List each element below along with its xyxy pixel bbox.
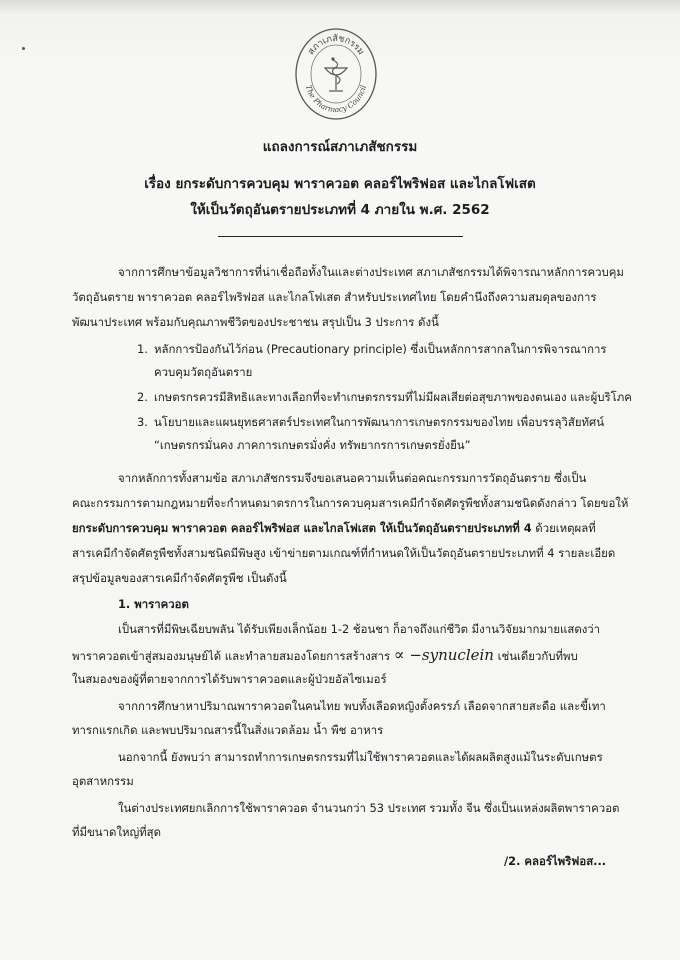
principle-1-line-1: หลักการป้องกันไว้ก่อน (Precautionary principle) ซึ่งเป็นหลักการสากลในการพิจารณาการ <box>154 342 607 356</box>
proposal-line-3-rest: ด้วยเหตุผลที่ <box>531 521 596 535</box>
synuclein-term: −synuclein <box>404 646 494 664</box>
principle-number: 2. <box>137 390 148 404</box>
principle-2-line-1: เกษตรกรควรมีสิทธิและทางเลือกที่จะทำเกษตรกรรมที่ไม่มีผลเสียต่อสุขภาพของตนเอง และผู้บริโภค <box>154 390 632 404</box>
statement-title: แถลงการณ์สภาเภสัชกรรม <box>262 139 418 155</box>
header-divider <box>218 236 463 237</box>
intro-line-3: พัฒนาประเทศ พร้อมกับคุณภาพชีวิตของประชาชน สรุปเป็น 3 ประการ ดังนี้ <box>72 315 439 329</box>
seal-bottom-text: The Pharmacy Council <box>303 83 369 115</box>
paraquat-para-4-line-1: ในต่างประเทศยกเลิกการใช้พาราควอต จำนวนกว่า 53 ประเทศ รวมทั้ง จีน ซึ่งเป็นแหล่งผลิตพาราควอต <box>118 801 620 815</box>
proposal-line-3 <box>72 520 596 537</box>
paraquat-para-2-line-1: จากการศึกษาหาปริมาณพาราควอตในคนไทย พบทั้งเลือดหญิงตั้งครรภ์ เลือดจากสายสะดือ และขี้เทา <box>118 699 606 713</box>
principle-3-line-1: นโยบายและแผนยุทธศาสตร์ประเทศในการพัฒนาการเกษตรกรรมของไทย เพื่อบรรลุวิสัยทัศน์ <box>154 415 605 429</box>
alpha-symbol: ∝ <box>393 645 405 664</box>
pharmacy-council-seal-icon <box>293 24 379 122</box>
seal-top-text: สภาเภสัชกรรม <box>306 33 366 58</box>
proposal-line-4: สารเคมีกำจัดศัตรูพืชทั้งสามชนิดมีพิษสูง เข้าข่ายตามเกณฑ์ที่กำหนดให้เป็นวัตถุอันตรายประเภทที่ 4 รายละเอียด <box>72 546 616 560</box>
paraquat-para-1-line-3: ในสมองของผู้ที่ตายจากการได้รับพาราควอตและผู้ป่วยอัลไซเมอร์ <box>72 672 387 686</box>
principle-1-line-2: ควบคุมวัตถุอันตราย <box>154 365 253 379</box>
paraquat-line-2-pre: พาราควอตเข้าสู่สมองมนุษย์ได้ และทำลายสมองโดยการสร้างสาร <box>72 649 394 663</box>
intro-line-1: จากการศึกษาข้อมูลวิชาการที่น่าเชื่อถือทั้งในและต่างประเทศ สภาเภสัชกรรมได้พิจารณาหลักการควบคุม <box>118 265 624 279</box>
proposal-emphasis: ยกระดับการควบคุม พาราควอต คลอร์ไพริฟอส และไกลโฟเสต ให้เป็นวัตถุอันตรายประเภทที่ 4 <box>72 521 532 535</box>
proposal-line-1: จากหลักการทั้งสามข้อ สภาเภสัชกรรมจึงขอเสนอความเห็นต่อคณะกรรมการวัตถุอันตราย ซึ่งเป็น <box>118 471 587 485</box>
principle-number: 3. <box>137 415 148 429</box>
subject-line-2: ให้เป็นวัตถุอันตรายประเภทที่ 4 ภายใน พ.ศ. 2562 <box>190 202 490 218</box>
continued-marker: /2. คลอร์ไพริฟอส... <box>504 854 607 868</box>
principle-number: 1. <box>137 342 148 356</box>
proposal-line-2: คณะกรรมการตามกฎหมายที่จะกำหนดมาตรการในการควบคุมสารเคมีกำจัดศัตรูพืชทั้งสามชนิดดังกล่าว โดยขอให้ <box>72 496 629 510</box>
paraquat-para-1-line-1: เป็นสารที่มีพิษเฉียบพลัน ได้รับเพียงเล็กน้อย 1-2 ช้อนชา ก็อาจถึงแก่ชีวิต มีงานวิจัยมากมายแสดงว่า <box>118 622 601 636</box>
proposal-line-5: สรุปข้อมูลของสารเคมีกำจัดศัตรูพืช เป็นดังนี้ <box>72 571 287 585</box>
paraquat-para-3-line-1: นอกจากนี้ ยังพบว่า สามารถทำการเกษตรกรรมที่ไม่ใช้พาราควอตและได้ผลผลิตสูงแม้ในระดับเกษตร <box>118 750 603 764</box>
subject-line-1: เรื่อง ยกระดับการควบคุม พาราควอต คลอร์ไพริฟอส และไกลโฟเสต <box>144 176 536 192</box>
principle-3-line-2: “เกษตรกรมั่นคง ภาคการเกษตรมั่งคั่ง ทรัพยากรการเกษตรยั่งยืน” <box>154 438 471 452</box>
intro-line-2: วัตถุอันตราย พาราควอต คลอร์ไพริฟอส และไกลโฟเสต สำหรับประเทศไทย โดยคำนึงถึงความสมดุลของการ <box>72 290 597 304</box>
paraquat-para-4-line-2: ที่มีขนาดใหญ่ที่สุด <box>72 825 162 839</box>
paraquat-para-3-line-2: อุตสาหกรรม <box>72 774 134 788</box>
scan-speck <box>22 47 25 50</box>
paraquat-line-2-post: เช่นเดียวกับที่พบ <box>493 649 578 663</box>
paraquat-para-1-line-2 <box>72 646 578 665</box>
scan-edge <box>0 0 680 14</box>
paraquat-para-2-line-2: ทารกแรกเกิด และพบปริมาณสารนี้ในสิ่งแวดล้อม น้ำ พืช อาหาร <box>72 723 384 737</box>
svg-text:สภาเภสัชกรรม <box>306 34 365 57</box>
section-1-heading: 1. พาราควอต <box>118 597 189 611</box>
